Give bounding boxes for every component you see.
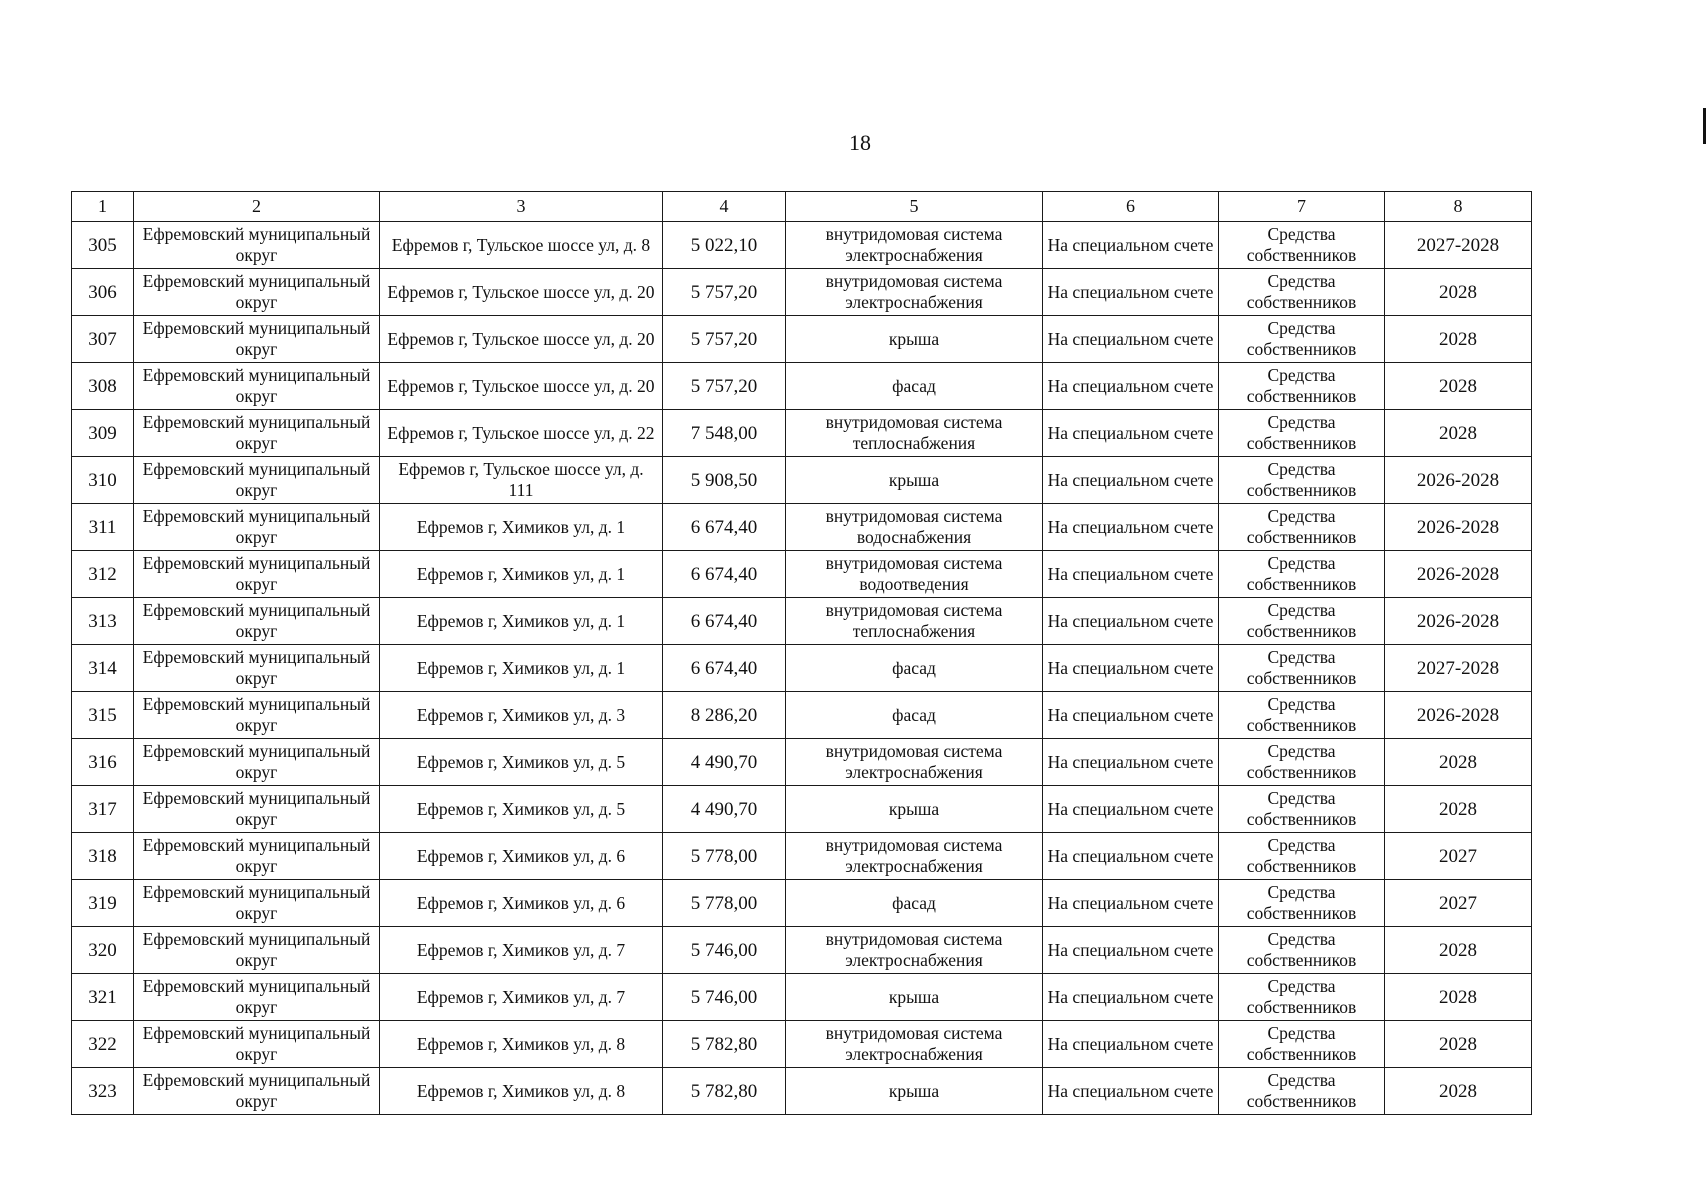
funding-source-cell: Средства собственников [1219,1021,1385,1068]
row-number-cell: 315 [72,692,134,739]
address-cell: Ефремов г, Химиков ул, д. 1 [380,551,663,598]
municipality-cell: Ефремовский муниципальный округ [134,551,380,598]
table-body [72,222,1532,1115]
row-number-cell: 320 [72,927,134,974]
period-cell: 2026-2028 [1385,692,1532,739]
row-number-cell: 305 [72,222,134,269]
funding-source-cell: Средства собственников [1219,269,1385,316]
table-row [72,880,1532,927]
row-number-cell: 319 [72,880,134,927]
page-number: 18 [849,130,871,155]
area-cell: 5 746,00 [663,974,786,1021]
table-row [72,598,1532,645]
work-type-cell: внутридомовая система электроснабжения [786,833,1043,880]
row-number-cell: 317 [72,786,134,833]
table-row [72,1068,1532,1115]
municipality-cell: Ефремовский муниципальный округ [134,880,380,927]
work-type-cell: внутридомовая система электроснабжения [786,1021,1043,1068]
municipality-cell: Ефремовский муниципальный округ [134,833,380,880]
work-type-cell: крыша [786,1068,1043,1115]
work-type-cell: внутридомовая система электроснабжения [786,927,1043,974]
table-row [72,410,1532,457]
address-cell: Ефремов г, Тульское шоссе ул, д. 8 [380,222,663,269]
period-cell: 2027-2028 [1385,645,1532,692]
row-number-cell: 314 [72,645,134,692]
period-cell: 2027 [1385,880,1532,927]
period-cell: 2028 [1385,1068,1532,1115]
row-number-cell: 311 [72,504,134,551]
funding-source-cell: Средства собственников [1219,927,1385,974]
fund-account-cell: На специальном счете [1043,269,1219,316]
address-cell: Ефремов г, Химиков ул, д. 5 [380,739,663,786]
row-number-cell: 309 [72,410,134,457]
funding-source-cell: Средства собственников [1219,880,1385,927]
municipality-cell: Ефремовский муниципальный округ [134,1021,380,1068]
work-type-cell: фасад [786,363,1043,410]
municipality-cell: Ефремовский муниципальный округ [134,363,380,410]
table-row [72,222,1532,269]
funding-source-cell: Средства собственников [1219,692,1385,739]
row-number-cell: 310 [72,457,134,504]
work-type-cell: крыша [786,457,1043,504]
fund-account-cell: На специальном счете [1043,316,1219,363]
municipality-cell: Ефремовский муниципальный округ [134,316,380,363]
row-number-cell: 306 [72,269,134,316]
area-cell: 8 286,20 [663,692,786,739]
area-cell: 5 778,00 [663,833,786,880]
address-cell: Ефремов г, Химиков ул, д. 6 [380,880,663,927]
scan-edge-mark [1703,108,1706,144]
fund-account-cell: На специальном счете [1043,1021,1219,1068]
work-type-cell: внутридомовая система электроснабжения [786,269,1043,316]
municipality-cell: Ефремовский муниципальный округ [134,598,380,645]
period-cell: 2027-2028 [1385,222,1532,269]
table-row [72,316,1532,363]
column-header: 1 [72,192,134,222]
fund-account-cell: На специальном счете [1043,645,1219,692]
area-cell: 5 746,00 [663,927,786,974]
work-type-cell: внутридомовая система теплоснабжения [786,410,1043,457]
period-cell: 2028 [1385,786,1532,833]
municipality-cell: Ефремовский муниципальный округ [134,504,380,551]
address-cell: Ефремов г, Химиков ул, д. 5 [380,786,663,833]
period-cell: 2028 [1385,363,1532,410]
fund-account-cell: На специальном счете [1043,410,1219,457]
table-row [72,363,1532,410]
table-row [72,739,1532,786]
table-header [72,192,1532,222]
area-cell: 6 674,40 [663,551,786,598]
area-cell: 5 022,10 [663,222,786,269]
row-number-cell: 322 [72,1021,134,1068]
table-row [72,786,1532,833]
area-cell: 5 757,20 [663,316,786,363]
period-cell: 2027 [1385,833,1532,880]
address-cell: Ефремов г, Тульское шоссе ул, д. 20 [380,316,663,363]
row-number-cell: 321 [72,974,134,1021]
address-cell: Ефремов г, Тульское шоссе ул, д. 111 [380,457,663,504]
funding-source-cell: Средства собственников [1219,598,1385,645]
municipality-cell: Ефремовский муниципальный округ [134,692,380,739]
column-header: 2 [134,192,380,222]
funding-source-cell: Средства собственников [1219,363,1385,410]
fund-account-cell: На специальном счете [1043,363,1219,410]
header-row [72,192,1532,222]
row-number-cell: 323 [72,1068,134,1115]
period-cell: 2028 [1385,269,1532,316]
funding-source-cell: Средства собственников [1219,457,1385,504]
table-row [72,1021,1532,1068]
table-row [72,927,1532,974]
row-number-cell: 308 [72,363,134,410]
period-cell: 2026-2028 [1385,457,1532,504]
address-cell: Ефремов г, Тульское шоссе ул, д. 20 [380,363,663,410]
row-number-cell: 318 [72,833,134,880]
fund-account-cell: На специальном счете [1043,222,1219,269]
column-header: 4 [663,192,786,222]
fund-account-cell: На специальном счете [1043,598,1219,645]
municipality-cell: Ефремовский муниципальный округ [134,739,380,786]
municipality-cell: Ефремовский муниципальный округ [134,222,380,269]
work-type-cell: внутридомовая система электроснабжения [786,739,1043,786]
address-cell: Ефремов г, Химиков ул, д. 8 [380,1068,663,1115]
funding-source-cell: Средства собственников [1219,833,1385,880]
period-cell: 2026-2028 [1385,504,1532,551]
period-cell: 2028 [1385,316,1532,363]
work-type-cell: внутридомовая система электроснабжения [786,222,1043,269]
work-type-cell: внутридомовая система водоснабжения [786,504,1043,551]
address-cell: Ефремов г, Тульское шоссе ул, д. 20 [380,269,663,316]
table-row [72,551,1532,598]
municipality-cell: Ефремовский муниципальный округ [134,645,380,692]
table-row [72,645,1532,692]
area-cell: 4 490,70 [663,786,786,833]
repair-registry-table [71,191,1532,1115]
municipality-cell: Ефремовский муниципальный округ [134,410,380,457]
period-cell: 2028 [1385,974,1532,1021]
area-cell: 4 490,70 [663,739,786,786]
row-number-cell: 307 [72,316,134,363]
column-header: 8 [1385,192,1532,222]
funding-source-cell: Средства собственников [1219,551,1385,598]
area-cell: 7 548,00 [663,410,786,457]
funding-source-cell: Средства собственников [1219,504,1385,551]
funding-source-cell: Средства собственников [1219,316,1385,363]
work-type-cell: фасад [786,645,1043,692]
period-cell: 2026-2028 [1385,551,1532,598]
work-type-cell: крыша [786,974,1043,1021]
area-cell: 5 757,20 [663,363,786,410]
period-cell: 2028 [1385,410,1532,457]
work-type-cell: крыша [786,316,1043,363]
funding-source-cell: Средства собственников [1219,222,1385,269]
period-cell: 2028 [1385,927,1532,974]
funding-source-cell: Средства собственников [1219,974,1385,1021]
area-cell: 6 674,40 [663,598,786,645]
fund-account-cell: На специальном счете [1043,927,1219,974]
area-cell: 5 908,50 [663,457,786,504]
work-type-cell: внутридомовая система водоотведения [786,551,1043,598]
table-row [72,833,1532,880]
fund-account-cell: На специальном счете [1043,457,1219,504]
municipality-cell: Ефремовский муниципальный округ [134,786,380,833]
area-cell: 5 782,80 [663,1068,786,1115]
address-cell: Ефремов г, Тульское шоссе ул, д. 22 [380,410,663,457]
fund-account-cell: На специальном счете [1043,786,1219,833]
address-cell: Ефремов г, Химиков ул, д. 3 [380,692,663,739]
fund-account-cell: На специальном счете [1043,1068,1219,1115]
period-cell: 2028 [1385,1021,1532,1068]
area-cell: 5 778,00 [663,880,786,927]
table-row [72,692,1532,739]
funding-source-cell: Средства собственников [1219,786,1385,833]
column-header: 6 [1043,192,1219,222]
fund-account-cell: На специальном счете [1043,551,1219,598]
fund-account-cell: На специальном счете [1043,974,1219,1021]
address-cell: Ефремов г, Химиков ул, д. 8 [380,1021,663,1068]
period-cell: 2028 [1385,739,1532,786]
municipality-cell: Ефремовский муниципальный округ [134,927,380,974]
fund-account-cell: На специальном счете [1043,692,1219,739]
municipality-cell: Ефремовский муниципальный округ [134,974,380,1021]
funding-source-cell: Средства собственников [1219,739,1385,786]
work-type-cell: внутридомовая система теплоснабжения [786,598,1043,645]
address-cell: Ефремов г, Химиков ул, д. 1 [380,504,663,551]
row-number-cell: 313 [72,598,134,645]
address-cell: Ефремов г, Химиков ул, д. 6 [380,833,663,880]
table-row [72,457,1532,504]
column-header: 3 [380,192,663,222]
municipality-cell: Ефремовский муниципальный округ [134,269,380,316]
area-cell: 6 674,40 [663,645,786,692]
funding-source-cell: Средства собственников [1219,645,1385,692]
row-number-cell: 316 [72,739,134,786]
work-type-cell: фасад [786,880,1043,927]
address-cell: Ефремов г, Химиков ул, д. 7 [380,974,663,1021]
table-row [72,269,1532,316]
address-cell: Ефремов г, Химиков ул, д. 1 [380,598,663,645]
area-cell: 5 757,20 [663,269,786,316]
column-header: 5 [786,192,1043,222]
address-cell: Ефремов г, Химиков ул, д. 7 [380,927,663,974]
municipality-cell: Ефремовский муниципальный округ [134,1068,380,1115]
funding-source-cell: Средства собственников [1219,1068,1385,1115]
address-cell: Ефремов г, Химиков ул, д. 1 [380,645,663,692]
work-type-cell: крыша [786,786,1043,833]
municipality-cell: Ефремовский муниципальный округ [134,457,380,504]
period-cell: 2026-2028 [1385,598,1532,645]
table-row [72,504,1532,551]
column-header: 7 [1219,192,1385,222]
work-type-cell: фасад [786,692,1043,739]
row-number-cell: 312 [72,551,134,598]
area-cell: 5 782,80 [663,1021,786,1068]
table-row [72,974,1532,1021]
area-cell: 6 674,40 [663,504,786,551]
fund-account-cell: На специальном счете [1043,833,1219,880]
fund-account-cell: На специальном счете [1043,880,1219,927]
fund-account-cell: На специальном счете [1043,504,1219,551]
funding-source-cell: Средства собственников [1219,410,1385,457]
fund-account-cell: На специальном счете [1043,739,1219,786]
